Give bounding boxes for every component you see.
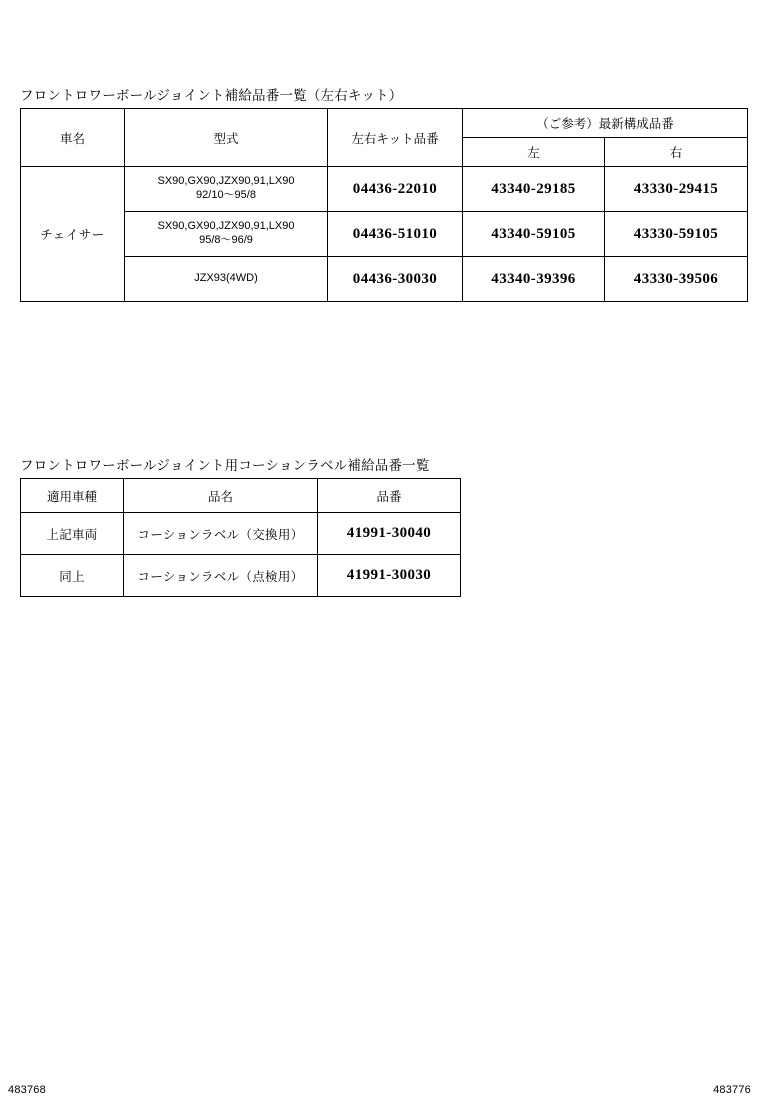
model-line-1: SX90,GX90,JZX90,91,LX90	[157, 175, 295, 188]
cell-carname: チェイサー	[21, 167, 125, 302]
header-applicable: 適用車種	[21, 479, 124, 513]
cell-partno: 41991-30040	[318, 513, 461, 555]
table-row	[21, 257, 748, 302]
cell-left-partno: 43340-29185	[463, 167, 605, 212]
cell-kit-partno: 04436-30030	[328, 257, 463, 302]
footer-reference-left: 483768	[8, 1084, 46, 1096]
table-row	[21, 212, 748, 257]
cell-partno: 41991-30030	[318, 555, 461, 597]
cell-model	[125, 212, 328, 257]
footer-reference-right: 483776	[713, 1084, 751, 1096]
labels-table-title: フロントロワーボールジョイント用コーションラベル補給品番一覧	[20, 458, 430, 473]
parts-table-body	[21, 167, 748, 302]
model-line-1: JZX93(4WD)	[194, 272, 258, 285]
header-partno: 品番	[318, 479, 461, 513]
cell-right-partno: 43330-29415	[605, 167, 748, 212]
parts-supply-table	[20, 108, 748, 302]
labels-table-head	[21, 479, 461, 513]
header-right: 右	[605, 138, 748, 167]
cell-itemname: コーションラベル（交換用）	[124, 513, 318, 555]
header-carname: 車名	[21, 109, 125, 167]
header-reference-group: （ご参考）最新構成品番	[463, 109, 748, 138]
cell-left-partno: 43340-39396	[463, 257, 605, 302]
header-kit-partno: 左右キット品番	[328, 109, 463, 167]
cell-applicable: 同上	[21, 555, 124, 597]
parts-table-title: フロントロワーボールジョイント補給品番一覧（左右キット）	[20, 88, 403, 103]
table-row	[21, 513, 461, 555]
header-model: 型式	[125, 109, 328, 167]
cell-model	[125, 257, 328, 302]
cell-left-partno: 43340-59105	[463, 212, 605, 257]
model-line-2: 92/10～95/8	[196, 189, 256, 201]
cell-applicable: 上記車両	[21, 513, 124, 555]
model-line-2: 95/8～96/9	[199, 234, 253, 246]
cell-right-partno: 43330-39506	[605, 257, 748, 302]
table-row	[21, 167, 748, 212]
header-itemname: 品名	[124, 479, 318, 513]
model-line-1: SX90,GX90,JZX90,91,LX90	[157, 220, 295, 233]
cell-model	[125, 167, 328, 212]
cell-right-partno: 43330-59105	[605, 212, 748, 257]
table-row	[21, 555, 461, 597]
header-left: 左	[463, 138, 605, 167]
cell-kit-partno: 04436-22010	[328, 167, 463, 212]
parts-table-head	[21, 109, 748, 167]
labels-table-body	[21, 513, 461, 597]
caution-label-table	[20, 478, 461, 597]
cell-itemname: コーションラベル（点検用）	[124, 555, 318, 597]
cell-kit-partno: 04436-51010	[328, 212, 463, 257]
